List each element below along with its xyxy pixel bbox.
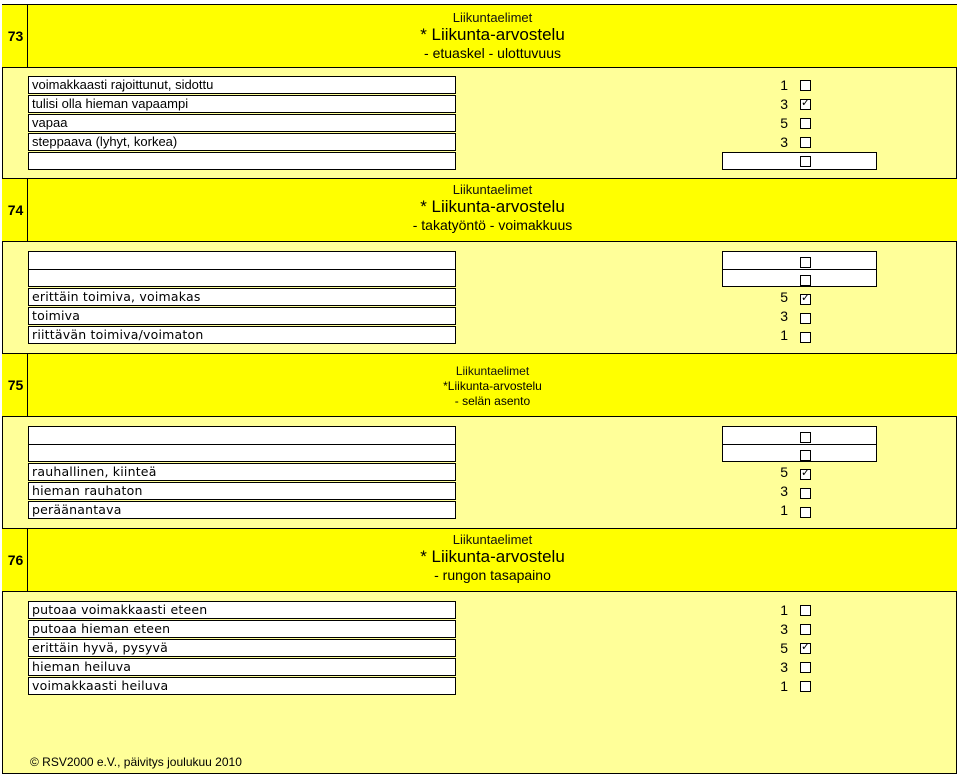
option-value: 3 xyxy=(780,96,788,112)
option-label xyxy=(28,269,456,287)
option-value: 5 xyxy=(780,115,788,131)
section-subtitle: - selän asento xyxy=(454,394,531,408)
section-subtitle: - rungon tasapaino xyxy=(434,567,551,583)
option-value: 1 xyxy=(780,327,788,343)
option-checkbox[interactable] xyxy=(800,257,811,268)
section-header-75 xyxy=(2,353,957,417)
section-subtitle: - takatyöntö - voimakkuus xyxy=(412,217,573,233)
option-label: putoaa hieman eteen xyxy=(28,620,456,638)
section-number: 73 xyxy=(4,5,28,67)
option-label: peräänantava xyxy=(28,501,456,519)
option-value: 5 xyxy=(780,640,788,656)
option-checkbox[interactable] xyxy=(800,156,811,167)
option-label: rauhallinen, kiinteä xyxy=(28,463,456,481)
option-label xyxy=(28,426,456,444)
option-label: voimakkaasti heiluva xyxy=(28,677,456,695)
option-checkbox[interactable] xyxy=(800,275,811,286)
option-checkbox[interactable] xyxy=(800,469,811,480)
option-checkbox[interactable] xyxy=(800,294,811,305)
option-checkbox[interactable] xyxy=(800,624,811,635)
option-label: erittäin toimiva, voimakas xyxy=(28,288,456,306)
option-label: riittävän toimiva/voimaton xyxy=(28,326,456,344)
option-value: 3 xyxy=(780,308,788,324)
option-value: 1 xyxy=(780,502,788,518)
option-checkbox[interactable] xyxy=(800,681,811,692)
option-checkbox[interactable] xyxy=(800,118,811,129)
option-label xyxy=(28,251,456,269)
section-category: Liikuntaelimet xyxy=(455,364,530,378)
option-label: tulisi olla hieman vapaampi xyxy=(28,95,456,113)
option-checkbox[interactable] xyxy=(800,507,811,518)
option-label: hieman rauhaton xyxy=(28,482,456,500)
option-checkbox[interactable] xyxy=(800,605,811,616)
option-value: 3 xyxy=(780,483,788,499)
option-label xyxy=(28,444,456,462)
section-number: 74 xyxy=(4,179,28,241)
section-category: Liikuntaelimet xyxy=(452,10,533,25)
option-label: steppaava (lyhyt, korkea) xyxy=(28,133,456,151)
option-label: voimakkaasti rajoittunut, sidottu xyxy=(28,76,456,94)
option-checkbox[interactable] xyxy=(800,450,811,461)
footer-copyright: © RSV2000 e.V., päivitys joulukuu 2010 xyxy=(30,755,242,769)
option-checkbox[interactable] xyxy=(800,80,811,91)
option-checkbox[interactable] xyxy=(800,643,811,654)
option-label: vapaa xyxy=(28,114,456,132)
option-checkbox[interactable] xyxy=(800,432,811,443)
option-value: 1 xyxy=(780,602,788,618)
option-label: erittäin hyvä, pysyvä xyxy=(28,639,456,657)
option-value: 1 xyxy=(780,77,788,93)
section-title: * Liikunta-arvostelu xyxy=(420,25,565,44)
option-label xyxy=(28,152,456,170)
section-category: Liikuntaelimet xyxy=(452,182,533,197)
option-checkbox[interactable] xyxy=(800,488,811,499)
option-label: putoaa voimakkaasti eteen xyxy=(28,601,456,619)
section-number: 75 xyxy=(4,354,28,416)
option-value: 3 xyxy=(780,621,788,637)
option-value: 3 xyxy=(780,134,788,150)
section-category: Liikuntaelimet xyxy=(452,532,533,547)
option-value: 3 xyxy=(780,659,788,675)
section-title: * Liikunta-arvostelu xyxy=(420,197,565,216)
section-title: * Liikunta-arvostelu xyxy=(420,547,565,566)
option-value: 1 xyxy=(780,678,788,694)
section-subtitle: - etuaskel - ulottuvuus xyxy=(424,45,561,61)
section-header-76 xyxy=(2,528,957,592)
option-value: 5 xyxy=(780,289,788,305)
option-value: 5 xyxy=(780,464,788,480)
option-checkbox[interactable] xyxy=(800,332,811,343)
option-checkbox[interactable] xyxy=(800,137,811,148)
option-label: hieman heiluva xyxy=(28,658,456,676)
section-title: *Liikunta-arvostelu xyxy=(443,379,542,393)
section-number: 76 xyxy=(4,529,28,591)
section-header-74 xyxy=(2,178,957,242)
option-label: toimiva xyxy=(28,307,456,325)
option-checkbox[interactable] xyxy=(800,99,811,110)
option-checkbox[interactable] xyxy=(800,313,811,324)
section-header-73 xyxy=(2,4,957,68)
option-checkbox[interactable] xyxy=(800,662,811,673)
